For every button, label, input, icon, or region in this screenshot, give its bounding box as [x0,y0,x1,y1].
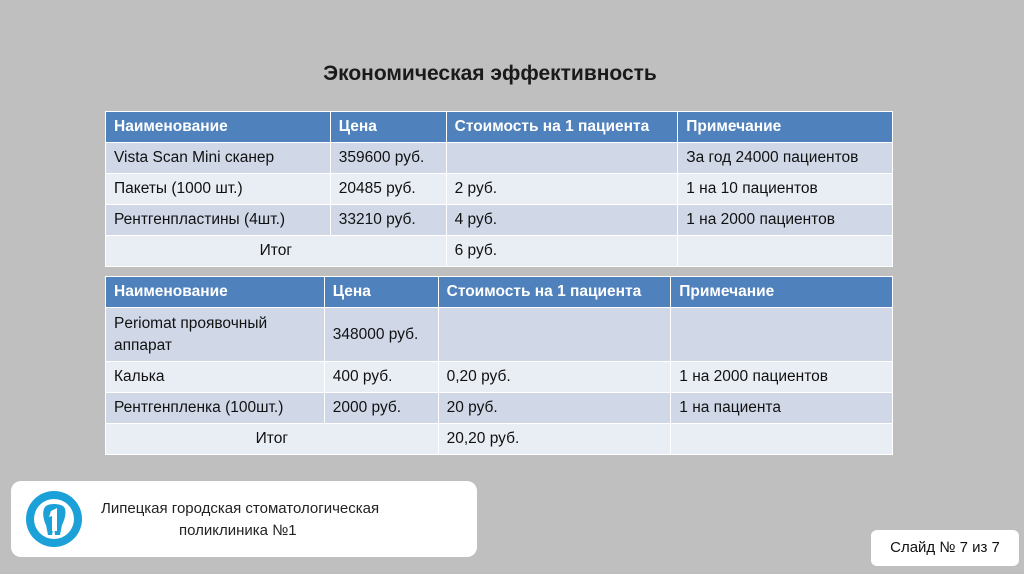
total-row [106,236,893,267]
cell-note: 1 на пациента [671,393,893,424]
tooth-logo-icon [24,489,84,549]
cell-cost [446,143,678,174]
cell-price: 33210 руб. [330,205,446,236]
cell-name: Рентгенпленка (100шт.) [106,393,325,424]
table-row [106,174,893,205]
cell-price: 359600 руб. [330,143,446,174]
header-name: Наименование [106,277,325,308]
total-note [678,236,893,267]
organization-name [101,498,379,542]
total-note [671,424,893,455]
table-row [106,393,893,424]
total-value: 6 руб. [446,236,678,267]
cell-price: 20485 руб. [330,174,446,205]
slide-number: Слайд № 7 из 7 [871,530,1019,566]
cell-name: Vista Scan Mini сканер [106,143,331,174]
cell-cost: 20 руб. [438,393,671,424]
cell-price: 2000 руб. [324,393,438,424]
table-row [106,205,893,236]
cell-cost: 0,20 руб. [438,362,671,393]
cell-price: 348000 руб. [324,308,438,362]
cell-note: 1 на 10 пациентов [678,174,893,205]
org-line-2: поликлиника №1 [179,522,297,539]
cell-name: Periomat проявочный аппарат [106,308,325,362]
header-cost-per-patient: Стоимость на 1 пациента [438,277,671,308]
header-note: Примечание [678,112,893,143]
total-label: Итог [106,424,439,455]
table-row [106,308,893,362]
header-price: Цена [330,112,446,143]
cell-cost: 2 руб. [446,174,678,205]
header-cost-per-patient: Стоимость на 1 пациента [446,112,678,143]
cell-name: Рентгенпластины (4шт.) [106,205,331,236]
cell-note: 1 на 2000 пациентов [671,362,893,393]
total-value: 20,20 руб. [438,424,671,455]
cell-name: Калька [106,362,325,393]
cell-note: За год 24000 пациентов [678,143,893,174]
cost-table-2 [105,276,893,455]
cell-cost: 4 руб. [446,205,678,236]
table-header-row [106,277,893,308]
header-note: Примечание [671,277,893,308]
total-label: Итог [106,236,447,267]
cell-note [671,308,893,362]
table-header-row [106,112,893,143]
header-price: Цена [324,277,438,308]
table-row [106,143,893,174]
slide-title: Экономическая эффективность [323,62,657,85]
header-name: Наименование [106,112,331,143]
total-row [106,424,893,455]
cell-name: Пакеты (1000 шт.) [106,174,331,205]
cost-table-1 [105,111,893,267]
cell-note: 1 на 2000 пациентов [678,205,893,236]
footer-org-box [11,481,477,557]
table-row [106,362,893,393]
cell-price: 400 руб. [324,362,438,393]
cell-cost [438,308,671,362]
org-line-1: Липецкая городская стоматологическая [101,500,380,517]
